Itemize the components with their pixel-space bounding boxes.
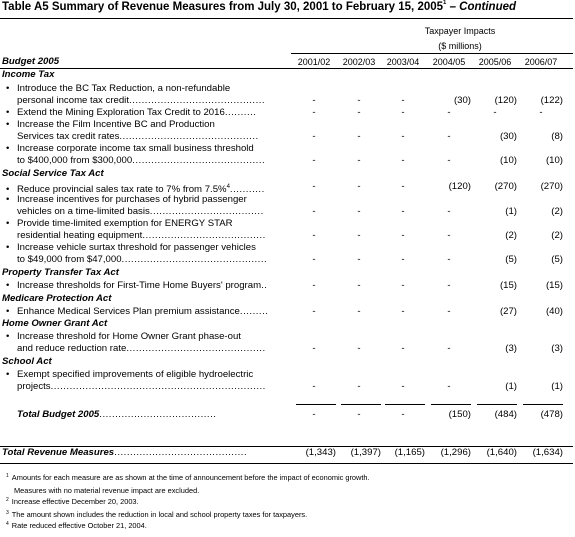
measure-value-2003-04: - <box>401 107 405 118</box>
total-revenue-measures-row-label: Total Revenue Measures.......................................... <box>2 447 248 458</box>
dot-leader: .............................................. <box>121 254 268 265</box>
footnote <box>6 473 370 482</box>
total-revenue-measures-row <box>0 447 575 459</box>
measure-value-2003-04: - <box>401 131 405 142</box>
header-millions: ($ millions) <box>438 41 482 51</box>
measure-value-2002-03: - <box>357 155 361 166</box>
footnote-text: Amounts for each measure are as shown at the time of announcement before the impact of economic growth. <box>11 473 370 482</box>
measure-value-2001-02: - <box>312 306 316 317</box>
header-underline <box>291 53 573 54</box>
measure-value-2001-02: - <box>312 206 316 217</box>
bullet-icon: • <box>6 306 10 317</box>
measure-value-2001-02: - <box>312 343 316 354</box>
dot-leader: ......... <box>239 306 269 317</box>
measure-value-2002-03: - <box>357 131 361 142</box>
bullet-icon: • <box>6 218 10 229</box>
measure-label: personal income tax credit........................................... <box>17 95 266 106</box>
year-header-2006-07: 2006/07 <box>524 57 558 67</box>
section-heading <box>0 318 575 330</box>
measure-value-2003-04: - <box>401 206 405 217</box>
measure-value-2006-07: (2) <box>551 206 563 217</box>
footnote <box>6 521 147 530</box>
measure-value-2005-06: (120) <box>494 95 517 106</box>
measure-label: vehicles on a time-limited basis.................................... <box>17 206 264 217</box>
measure-value-2002-03: - <box>357 280 361 291</box>
year-header-2002-03: 2002/03 <box>342 57 376 67</box>
table-title-main: Table A5 Summary of Revenue Measures from July 30, 2001 to February 15, 2005 <box>2 1 444 13</box>
subtotal-rule <box>385 404 425 405</box>
measure-row-continuation <box>0 230 575 242</box>
footnote-number: 2 <box>6 497 9 503</box>
bullet-icon: • <box>6 143 10 154</box>
table-title-footnote-ref: 1 <box>443 0 447 6</box>
measure-value-2003-04: - <box>401 230 405 241</box>
section-heading <box>0 293 575 305</box>
measure-value-2006-07: (8) <box>551 131 563 142</box>
measure-value-2002-03: - <box>357 107 361 118</box>
section-label: Income Tax <box>2 69 55 80</box>
footnote-text: Measures with no material revenue impact are excluded. <box>14 486 200 495</box>
measure-label: • Introduce the BC Tax Reduction, a non-refundable <box>6 83 231 94</box>
measure-value-2003-04: - <box>401 95 405 106</box>
total-revenue-measures-row-value-2005-06: (1,640) <box>486 447 517 458</box>
dot-leader: ........... <box>229 184 265 196</box>
measure-value-2006-07: (3) <box>551 343 563 354</box>
measure-value-2001-02: - <box>312 155 316 166</box>
measure-value-2005-06: (5) <box>505 254 517 265</box>
total-budget-2005-row-value-2004-05: (150) <box>448 409 471 420</box>
total-budget-2005-row-value-2001-02: - <box>312 409 316 420</box>
measure-label: to $49,000 from $47,000.............................................. <box>17 254 268 265</box>
measure-value-2002-03: - <box>357 230 361 241</box>
measure-value-2004-05: - <box>447 230 451 241</box>
measure-value-2005-06: (10) <box>499 155 517 166</box>
dot-leader: .................................................................... <box>50 381 266 392</box>
measure-label: Services tax credit rates............................................ <box>17 131 259 142</box>
table-bottom-rule <box>0 463 573 464</box>
grand-total-top-rule <box>0 446 573 447</box>
measure-label: residential heating equipment....................................... <box>17 230 266 241</box>
footnote-number: 3 <box>6 510 9 516</box>
measure-row <box>0 194 575 206</box>
total-revenue-measures-row-value-2006-07: (1,634) <box>532 447 563 458</box>
total-revenue-measures-row-value-2003-04: (1,165) <box>394 447 425 458</box>
footnote-text: Rate reduced effective October 21, 2004. <box>11 521 147 530</box>
measure-value-2002-03: - <box>357 306 361 317</box>
dot-leader: ............................................ <box>119 131 259 142</box>
measure-value-2006-07: (15) <box>545 280 563 291</box>
measure-value-2005-06: (1) <box>505 381 517 392</box>
measure-value-2006-07: (2) <box>551 230 563 241</box>
measure-label: • Extend the Mining Exploration Tax Credit to 2016.......... <box>6 107 257 118</box>
measure-label: and reduce reduction rate............................................ <box>17 343 266 354</box>
dot-leader: .......................................... <box>114 447 248 458</box>
bullet-icon: • <box>6 83 10 94</box>
measure-value-2005-06: (30) <box>499 131 517 142</box>
measure-row <box>0 369 575 381</box>
measure-value-2001-02: - <box>312 95 316 106</box>
measure-value-2001-02: - <box>312 381 316 392</box>
total-budget-2005-row-value-2003-04: - <box>401 409 405 420</box>
footnote-number: 4 <box>6 521 9 527</box>
section-label: Social Service Tax Act <box>2 168 104 179</box>
measure-row <box>0 242 575 254</box>
subtotal-rule <box>431 404 471 405</box>
measure-label: • Increase the Film Incentive BC and Production <box>6 119 215 130</box>
total-revenue-measures-row-value-2004-05: (1,296) <box>440 447 471 458</box>
measure-value-2006-07: (1) <box>551 381 563 392</box>
measure-value-2002-03: - <box>357 181 361 192</box>
measure-label: • Exempt specified improvements of eligible hydroelectric <box>6 369 254 380</box>
subtotal-rule <box>523 404 563 405</box>
table-title <box>2 1 516 13</box>
section-heading <box>0 267 575 279</box>
measure-value-2001-02: - <box>312 254 316 265</box>
dot-leader: ..................................... <box>99 409 217 420</box>
measure-label: • Increase incentives for purchases of hybrid passenger <box>6 194 247 205</box>
measure-value-2001-02: - <box>312 107 316 118</box>
measure-value-2006-07: (5) <box>551 254 563 265</box>
section-label: Medicare Protection Act <box>2 293 112 304</box>
measure-value-2004-05: - <box>447 131 451 142</box>
section-label: Home Owner Grant Act <box>2 318 108 329</box>
measure-row <box>0 181 575 196</box>
bullet-icon: • <box>6 119 10 130</box>
measure-value-2006-07: (270) <box>540 181 563 192</box>
bullet-icon: • <box>6 184 10 196</box>
bullet-icon: • <box>6 107 10 118</box>
measure-value-2005-06: (3) <box>505 343 517 354</box>
bullet-icon: • <box>6 331 10 342</box>
measure-value-2005-06: (27) <box>499 306 517 317</box>
measure-value-2001-02: - <box>312 230 316 241</box>
measure-row-continuation <box>0 254 575 266</box>
measure-label: • Increase corporate income tax small business threshold <box>6 143 254 154</box>
measure-value-2004-05: - <box>447 280 451 291</box>
measure-value-2006-07: (40) <box>545 306 563 317</box>
measure-row-continuation <box>0 343 575 355</box>
section-heading <box>0 69 575 81</box>
measure-value-2005-06: (270) <box>494 181 517 192</box>
measure-value-2001-02: - <box>312 181 316 192</box>
measure-value-2001-02: - <box>312 131 316 142</box>
measure-value-2003-04: - <box>401 280 405 291</box>
total-revenue-measures-row-value-2001-02: (1,343) <box>305 447 336 458</box>
measure-row <box>0 280 575 292</box>
measure-row-continuation <box>0 131 575 143</box>
measure-value-2003-04: - <box>401 181 405 192</box>
measure-value-2002-03: - <box>357 95 361 106</box>
measure-value-2006-07: (122) <box>540 95 563 106</box>
measure-row <box>0 119 575 131</box>
measure-label: • Increase vehicle surtax threshold for passenger vehicles <box>6 242 256 253</box>
measure-label: • Enhance Medical Services Plan premium assistance......... <box>6 306 269 317</box>
subtotal-rule <box>296 404 336 405</box>
measure-value-2004-05: - <box>447 155 451 166</box>
measure-value-2004-05: (120) <box>448 181 471 192</box>
measure-row-continuation <box>0 155 575 167</box>
total-budget-2005-row <box>0 409 575 421</box>
measure-value-2003-04: - <box>401 155 405 166</box>
measure-value-2002-03: - <box>357 254 361 265</box>
total-budget-2005-row-value-2006-07: (478) <box>540 409 563 420</box>
footnote <box>14 486 199 495</box>
measure-value-2002-03: - <box>357 206 361 217</box>
section-label: Property Transfer Tax Act <box>2 267 119 278</box>
dot-leader: .......................................... <box>132 155 266 166</box>
measure-value-2005-06: (2) <box>505 230 517 241</box>
measure-label: • Increase threshold for Home Owner Grant phase-out <box>6 331 241 342</box>
measure-value-2005-06: (15) <box>499 280 517 291</box>
measure-row-continuation <box>0 381 575 393</box>
section-heading <box>0 168 575 180</box>
total-budget-2005-row-value-2002-03: - <box>357 409 361 420</box>
total-revenue-measures-row-value-2002-03: (1,397) <box>350 447 381 458</box>
bullet-icon: • <box>6 280 10 291</box>
measure-label: • Reduce provincial sales tax rate to 7% from 7.5%$^4$........... <box>6 184 265 196</box>
footnote-text: Increase effective December 20, 2003. <box>11 497 139 506</box>
measure-row <box>0 107 575 119</box>
measure-value-2002-03: - <box>357 381 361 392</box>
footnote <box>6 510 307 519</box>
budget-2005-heading: Budget 2005 <box>2 56 60 67</box>
measure-value-2006-07: - <box>539 107 543 118</box>
measure-label: • Provide time-limited exemption for ENERGY STAR <box>6 218 233 229</box>
top-rule <box>0 18 573 19</box>
bullet-icon: • <box>6 194 10 205</box>
measure-value-2005-06: (1) <box>505 206 517 217</box>
total-budget-2005-row-value-2005-06: (484) <box>494 409 517 420</box>
measure-value-2004-05: - <box>447 206 451 217</box>
measure-value-2001-02: - <box>312 280 316 291</box>
year-header-2001-02: 2001/02 <box>297 57 331 67</box>
header-taxpayer-impacts: Taxpayer Impacts <box>424 26 496 36</box>
measure-value-2004-05: - <box>447 254 451 265</box>
section-heading <box>0 356 575 368</box>
measure-value-2002-03: - <box>357 343 361 354</box>
measure-label: • Increase thresholds for First-Time Home Buyers' program.. <box>6 280 268 291</box>
measure-value-2003-04: - <box>401 306 405 317</box>
dot-leader: .......... <box>224 107 257 118</box>
measure-value-2006-07: (10) <box>545 155 563 166</box>
measure-row-continuation <box>0 95 575 107</box>
measure-value-2004-05: (30) <box>453 95 471 106</box>
measure-value-2003-04: - <box>401 343 405 354</box>
measure-label: to $400,000 from $300,000.......................................... <box>17 155 266 166</box>
measure-value-2005-06: - <box>493 107 497 118</box>
year-header-2003-04: 2003/04 <box>386 57 420 67</box>
footnote <box>6 497 139 506</box>
dot-leader: ............................................ <box>126 343 266 354</box>
measure-row <box>0 306 575 318</box>
measure-row <box>0 143 575 155</box>
section-label: School Act <box>2 356 52 367</box>
measure-row <box>0 218 575 230</box>
measure-value-2004-05: - <box>447 306 451 317</box>
dot-leader: ........................................... <box>128 95 266 106</box>
measure-value-2003-04: - <box>401 254 405 265</box>
dot-leader: .. <box>261 280 268 291</box>
year-header-2004-05: 2004/05 <box>432 57 466 67</box>
measure-value-2004-05: - <box>447 381 451 392</box>
bullet-icon: • <box>6 242 10 253</box>
dot-leader: ....................................... <box>142 230 266 241</box>
year-header-2005-06: 2005/06 <box>478 57 512 67</box>
measure-label: projects.................................................................... <box>17 381 266 392</box>
measure-row-continuation <box>0 206 575 218</box>
measure-value-2004-05: - <box>447 107 451 118</box>
dot-leader: .................................... <box>149 206 264 217</box>
footnote-number: 1 <box>6 473 9 479</box>
measure-row <box>0 331 575 343</box>
measure-value-2003-04: - <box>401 381 405 392</box>
measure-row <box>0 83 575 95</box>
footnote-ref: 4 <box>226 184 230 190</box>
subtotal-rule <box>477 404 517 405</box>
total-budget-2005-row-label: Total Budget 2005..................................... <box>17 409 217 420</box>
footnote-text: The amount shown includes the reduction in local and school property taxes for taxpayers. <box>11 510 308 519</box>
bullet-icon: • <box>6 369 10 380</box>
measure-value-2004-05: - <box>447 343 451 354</box>
table-title-continued: – Continued <box>446 1 517 13</box>
subtotal-rule <box>341 404 381 405</box>
